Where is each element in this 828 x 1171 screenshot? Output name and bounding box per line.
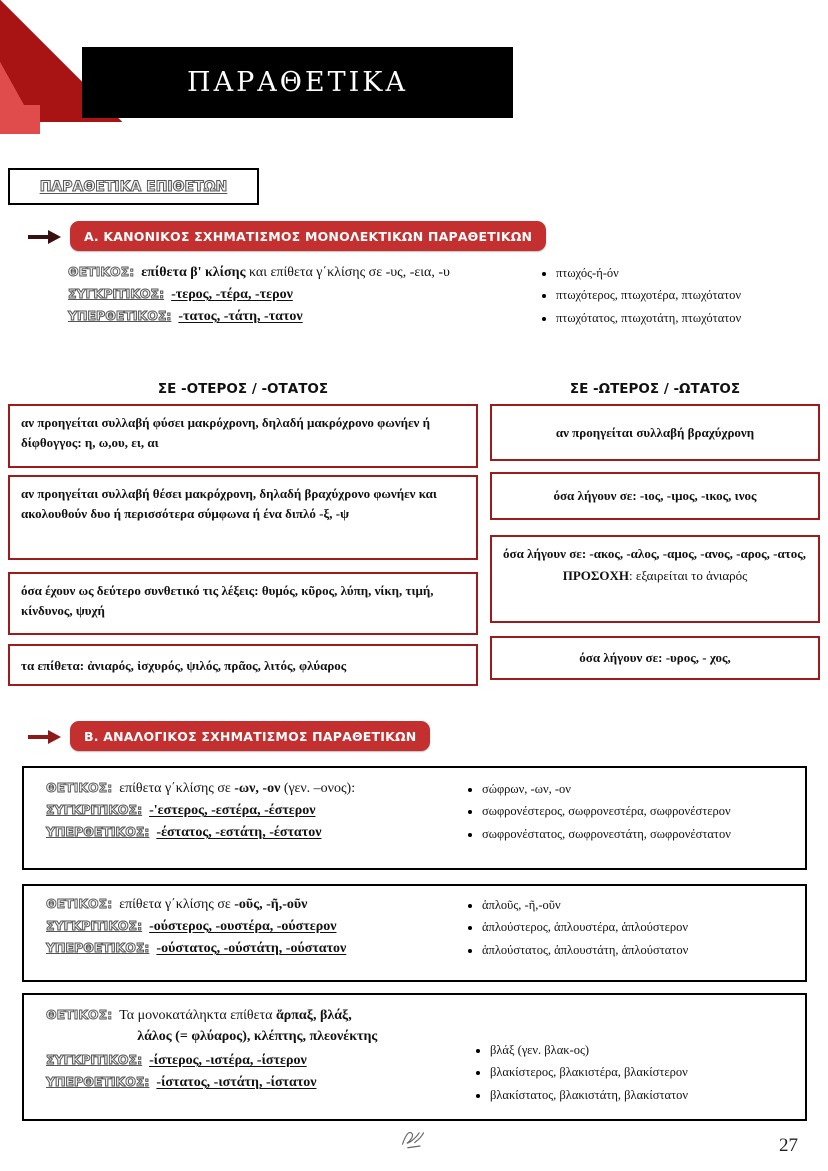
list-item: πτωχός-ή-όν — [540, 266, 828, 280]
row-value-sygkritikos: -ίστερος, -ιστέρα, -ίστερον — [149, 1053, 307, 1068]
row-value-thetikos: επίθετα γ΄κλίσης σε -οῦς, -ῆ,-οῦν — [119, 897, 308, 912]
arrow-right-icon — [28, 228, 62, 246]
rule-text: αν προηγείται συλλαβή φύσει μακρόχρονη, δηλαδή μακρόχρονο φωνήεν ή δίφθογγος: η, ω,ου, ει, αι — [21, 415, 430, 450]
grammar-row — [46, 780, 466, 797]
row-value-yperthetikos: -τατος, -τάτη, -τατον — [178, 309, 303, 324]
section-b-header — [70, 721, 430, 751]
row-value-sygkritikos: -'εστερος, -εστέρα, -έστερον — [149, 803, 316, 818]
list-item: ἁπλοῦς, -ῆ,-οῦν — [466, 898, 796, 912]
row-label-yperthetikos: ΥΠΕΡΘΕΤΙΚΟΣ: — [46, 824, 150, 839]
rule-box-left-2 — [8, 475, 478, 560]
rule-note-text: : εξαιρείται το ἀνιαρός — [629, 567, 748, 583]
list-item: ἁπλούστερος, ἁπλουστέρα, ἁπλούστερον — [466, 920, 796, 934]
row-label-yperthetikos: ΥΠΕΡΘΕΤΙΚΟΣ: — [46, 940, 150, 955]
analogic-box-3 — [22, 993, 807, 1121]
section-a-examples — [540, 266, 828, 333]
row-label-sygkritikos: ΣΥΓΚΡΙΤΙΚΟΣ: — [46, 802, 143, 817]
rule-box-right-3 — [490, 535, 820, 623]
row-value-yperthetikos: -ίστατος, -ιστάτη, -ίστατον — [156, 1075, 317, 1090]
row-label-thetikos: ΘΕΤΙΚΟΣ: — [46, 780, 113, 795]
rule-box-right-2 — [490, 472, 820, 520]
rule-text: όσα λήγουν σε: -υρος, - χος, — [579, 650, 731, 666]
grammar-row — [46, 824, 466, 841]
rule-box-left-3 — [8, 572, 478, 635]
rule-text: αν προηγείται συλλαβή βραχύχρονη — [555, 424, 755, 440]
row-label-yperthetikos: ΥΠΕΡΘΕΤΙΚΟΣ: — [68, 308, 172, 323]
grammar-row — [68, 308, 538, 325]
list-item: ἁπλούστατος, ἁπλουστάτη, ἁπλούστατον — [466, 943, 796, 957]
row-value-yperthetikos: -ούστατος, -ούστάτη, -ούστατον — [156, 941, 347, 956]
row-value-thetikos: επίθετα γ΄κλίσης σε -ων, -ον (γεν. –ονος): — [119, 781, 356, 796]
grammar-row — [46, 802, 466, 819]
list-item: πτωχότατος, πτωχοτάτη, πτωχότατον — [540, 311, 828, 325]
rule-box-left-1 — [8, 404, 478, 468]
row-label-thetikos: ΘΕΤΙΚΟΣ: — [46, 896, 113, 911]
right-column-heading: ΣΕ -ΩΤΕΡΟΣ / -ΩΤΑΤΟΣ — [569, 381, 741, 397]
left-column-heading: ΣΕ -ΟΤΕΡΟΣ / -ΟΤΑΤΟΣ — [157, 381, 329, 397]
list-item: πτωχότερος, πτωχοτέρα, πτωχότατον — [540, 288, 828, 302]
section-b-label: Β. ΑΝΑΛΟΓΙΚΟΣ ΣΧΗΜΑΤΙΣΜΟΣ ΠΑΡΑΘΕΤΙΚΩΝ — [84, 728, 417, 744]
grammar-row — [46, 1052, 476, 1069]
rule-text: όσα λήγουν σε: -ιος, -ιμος, -ικος, ινος — [553, 488, 757, 504]
grammar-row — [68, 264, 538, 281]
analogic-box-2-examples — [466, 898, 796, 965]
row-label-sygkritikos: ΣΥΓΚΡΙΤΙΚΟΣ: — [46, 1052, 143, 1067]
rule-text: όσα έχουν ως δεύτερο συνθετικό τις λέξεις: θυμός, κῦρος, λύπη, νίκη, τιμή, κίνδυνος, ψυχή — [21, 583, 434, 618]
list-item: βλακίστατος, βλακιστάτη, βλακίστατον — [474, 1088, 804, 1102]
analogic-box-1 — [22, 766, 807, 870]
list-item: σωφρονέστατος, σωφρονεστάτη, σωφρονέστατον — [466, 827, 796, 841]
list-item: σωφρονέστερος, σωφρονεστέρα, σωφρονέστερον — [466, 804, 796, 818]
row-value-sygkritikos: -ούστερος, -ουστέρα, -ούστερον — [149, 919, 337, 934]
rule-text: όσα λήγουν σε: -ακος, -αλος, -αμος, -ανος, -αρος, -ατος, — [503, 546, 806, 561]
row-label-sygkritikos: ΣΥΓΚΡΙΤΙΚΟΣ: — [68, 286, 165, 301]
subheader-label: ΠΑΡΑΘΕΤΙΚΑ ΕΠΙΘΕΤΩΝ — [39, 178, 228, 195]
row-label-thetikos: ΘΕΤΙΚΟΣ: — [68, 264, 135, 279]
rule-box-right-1 — [490, 404, 820, 461]
rule-note — [503, 566, 807, 586]
grammar-row — [46, 896, 466, 913]
rule-text: αν προηγείται συλλαβή θέσει μακρόχρονη, δηλαδή βραχύχρονο φωνήεν και ακολουθούν δυο ή περισσότερα σύμφωνα ή ένα διπλό -ξ, -ψ — [21, 486, 437, 521]
row-value-thetikos: Τα μονοκατάληκτα επίθετα ἅρπαξ, βλάξ, λάλος (= φλύαρος), κλέπτης, πλεονέκτης — [119, 1008, 378, 1044]
analogic-box-1-rows — [46, 780, 466, 846]
list-item: βλάξ (γεν. βλακ-ος) — [474, 1043, 804, 1057]
row-value-sygkritikos: -τερος, -τέρα, -τερον — [171, 287, 293, 302]
section-a-rows — [68, 264, 538, 330]
section-a-header — [70, 221, 546, 251]
list-item: βλακίστερος, βλακιστέρα, βλακίστερον — [474, 1065, 804, 1079]
page-title-banner — [82, 47, 513, 118]
row-value-yperthetikos: -έστατος, -εστάτη, -έστατον — [156, 825, 322, 840]
arrow-right-icon — [28, 728, 62, 746]
page-number: 27 — [779, 1135, 798, 1156]
rule-box-left-4 — [8, 644, 478, 686]
corner-decoration-light-block-icon — [0, 105, 40, 134]
row-label-yperthetikos: ΥΠΕΡΘΕΤΙΚΟΣ: — [46, 1074, 150, 1089]
page-title: ΠΑΡΑΘΕΤΙΚΑ — [187, 67, 408, 98]
analogic-box-3-rows — [46, 1005, 476, 1096]
analogic-box-3-examples — [474, 1043, 804, 1110]
subheader-box — [8, 168, 259, 205]
analogic-box-2 — [22, 884, 807, 982]
rule-box-right-4 — [490, 636, 820, 680]
grammar-row — [46, 940, 466, 957]
row-label-sygkritikos: ΣΥΓΚΡΙΤΙΚΟΣ: — [46, 918, 143, 933]
list-item: σώφρων, -ων, -ον — [466, 782, 796, 796]
analogic-box-2-rows — [46, 896, 466, 962]
row-value-thetikos: επίθετα β' κλίσης και επίθετα γ΄κλίσης σε -υς, -εια, -υ — [141, 265, 450, 280]
analogic-box-1-examples — [466, 782, 796, 849]
row-label-thetikos: ΘΕΤΙΚΟΣ: — [46, 1007, 113, 1022]
grammar-row — [46, 918, 466, 935]
rule-note-label: ΠΡΟΣΟΧΗ — [562, 567, 629, 583]
rule-text: τα επίθετα: ἀνιαρός, ἰσχυρός, ψιλός, πρᾶος, λιτός, φλύαρος — [21, 658, 347, 673]
grammar-row — [46, 1005, 476, 1047]
grammar-row — [46, 1074, 476, 1091]
signature-watermark-icon — [395, 1125, 431, 1153]
grammar-row — [68, 286, 538, 303]
section-a-label: Α. ΚΑΝΟΝΙΚΟΣ ΣΧΗΜΑΤΙΣΜΟΣ ΜΟΝΟΛΕΚΤΙΚΩΝ ΠΑΡΑΘΕΤΙΚΩΝ — [84, 228, 533, 244]
